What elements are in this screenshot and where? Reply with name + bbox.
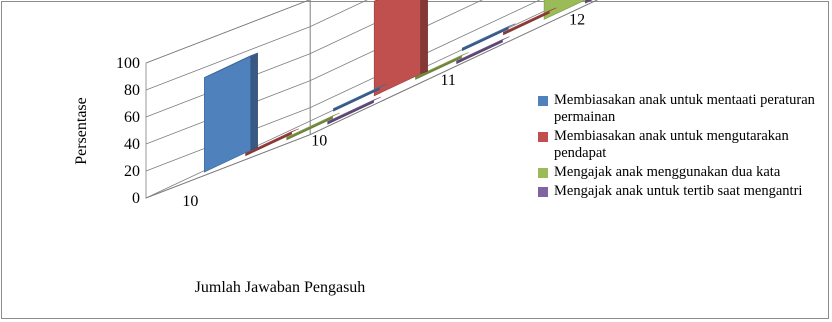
x-tick-label: 12 [569,11,586,29]
y-tick-label: 80 [124,82,140,99]
legend-label: Mengajak anak menggunakan dua kata [554,164,781,180]
legend-label: Mengajak anak untuk tertib saat mengantri [554,183,803,199]
legend-label: Membiasakan anak untuk mengutarakan pendapat [554,128,789,161]
bar-zero-top [503,8,556,33]
legend-label: Membiasakan anak untuk mentaati peraturan permainan [554,92,815,125]
y-axis-label: Persentase [73,97,90,165]
bar-side [251,53,258,150]
bar-front [374,0,421,96]
chart-legend [538,92,828,202]
bar-zero-front [585,0,632,4]
legend-swatch [538,132,548,142]
x-tick-label: 10 [311,132,328,150]
x-tick-label: 10 [182,192,199,210]
y-tick-label: 60 [124,109,140,126]
legend-item [538,183,828,200]
bar-zero-top [585,0,638,1]
legend-swatch [538,168,548,178]
x-axis-label: Jumlah Jawaban Pengasuh [194,279,366,296]
bar-zero-top [333,84,386,108]
legend-item [538,164,828,181]
y-tick-label: 0 [132,190,140,207]
legend-swatch [538,96,548,106]
y-tick-label: 40 [124,136,140,153]
x-tick-label: 11 [440,71,456,89]
gridline [146,0,826,63]
y-tick-label: 100 [116,55,140,72]
bar-zero-top [462,24,515,48]
y-tick-label: 20 [124,163,140,180]
legend-item [538,92,828,126]
legend-swatch [538,187,548,197]
bar-front [204,56,251,172]
y-axis-ticks [116,55,140,207]
bar-side [421,0,428,74]
legend-item [538,128,828,162]
